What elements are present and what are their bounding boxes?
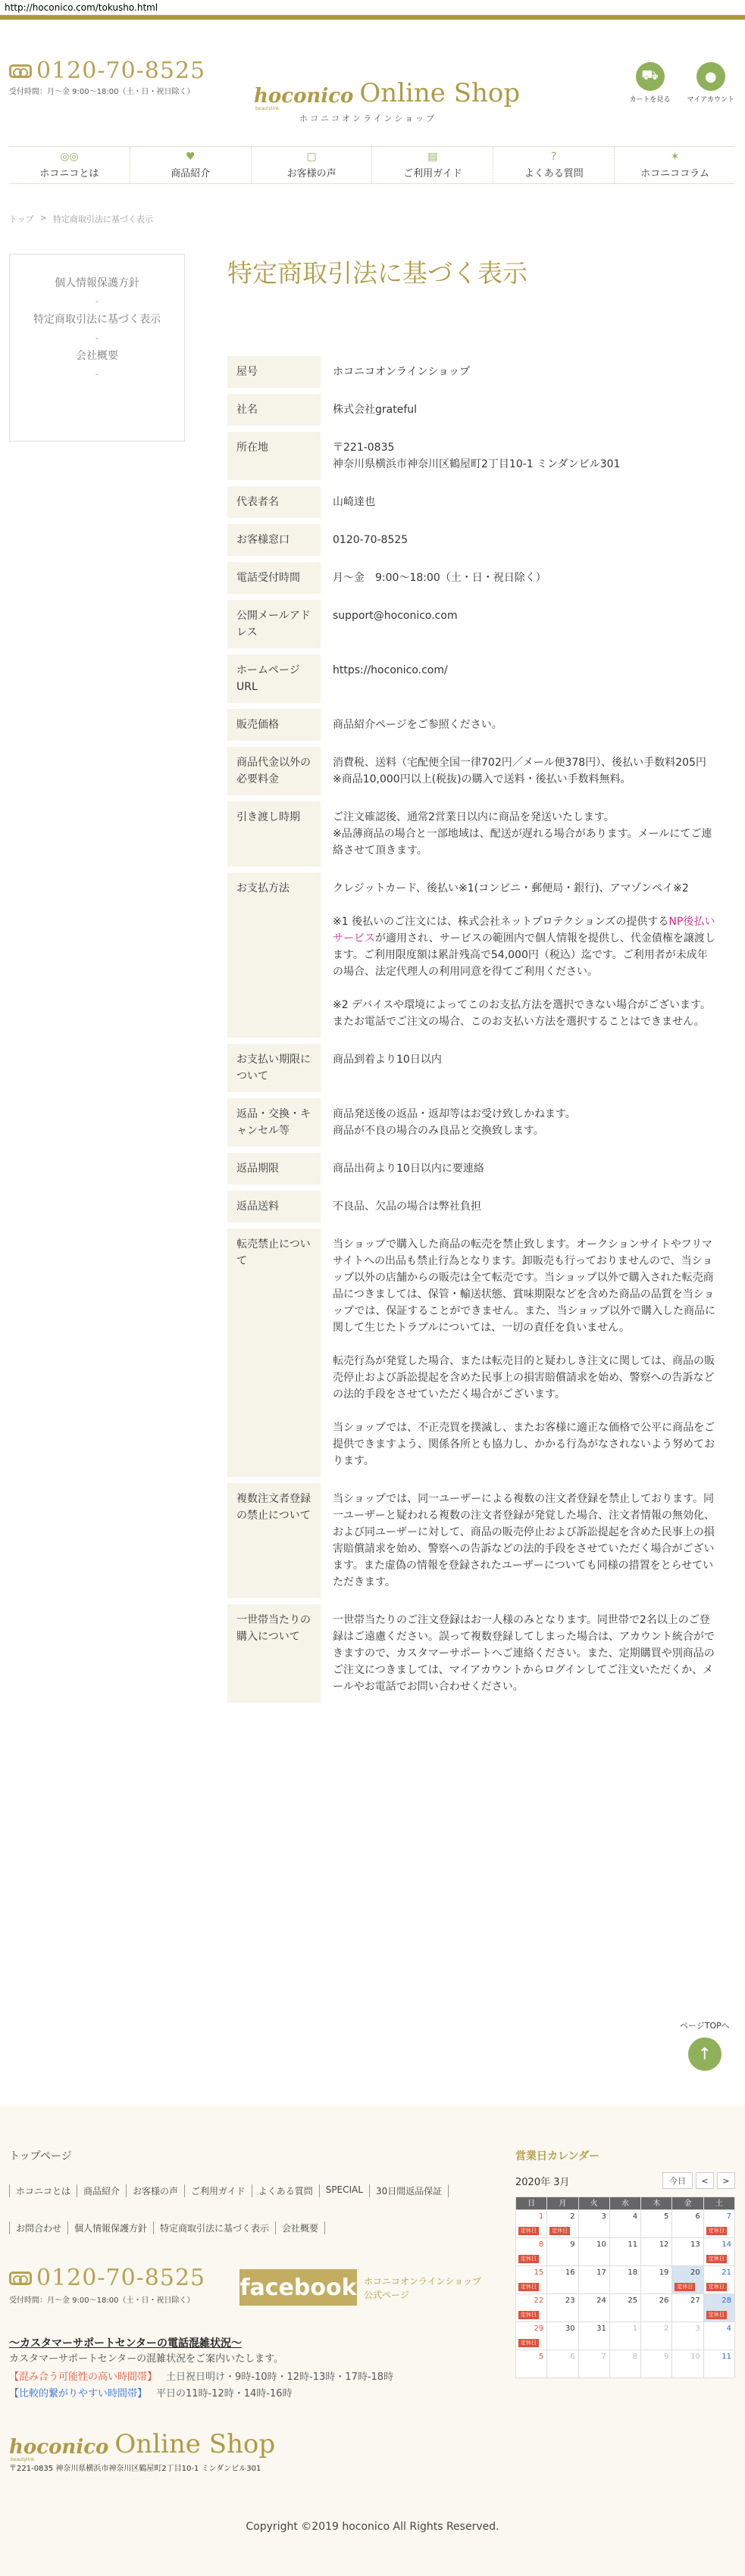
- calendar-weekday: 日: [516, 2197, 547, 2210]
- calendar-day: [704, 2238, 735, 2266]
- footer-top-link[interactable]: トップページ: [9, 2150, 72, 2162]
- payment-methods: クレジットカード、後払い※1(コンビニ・郵便局・銀行)、アマゾンペイ※2: [333, 882, 689, 895]
- resale-paragraph: 当ショップでは、不正売買を撲滅し、またお客様に適正な価格で公平に商品をご提供できますよう、関係各所とも協力し、かかる行為がなされないよう努めております。: [333, 1422, 715, 1467]
- footer-link[interactable]: 個人情報保護方針: [67, 2222, 153, 2234]
- table-row: [227, 709, 728, 741]
- table-row: [227, 1229, 728, 1477]
- footer-link[interactable]: 商品紹介: [77, 2184, 126, 2197]
- footer-link[interactable]: 会社概要: [275, 2222, 325, 2234]
- footer-link[interactable]: よくある質問: [252, 2184, 319, 2197]
- calendar-weekday: 月: [547, 2197, 578, 2210]
- row-label: 所在地: [227, 432, 321, 480]
- row-value: 不良品、欠品の場合は弊社負担: [333, 1201, 481, 1213]
- row-label: 商品代金以外の必要料金: [227, 747, 321, 795]
- calendar-day: [579, 2238, 610, 2266]
- row-value: [321, 1229, 728, 1477]
- calendar-day: [672, 2210, 703, 2238]
- closed-day-badge: 定休日: [706, 2227, 727, 2235]
- payment-note-2: ※2 デバイスや環境によってこのお支払方法を選択できない場合がございます。またお電話でご注文の場合、このお支払い方法を選択することはできません。: [333, 999, 711, 1028]
- table-row: [227, 801, 728, 866]
- star-icon: ✶: [670, 150, 680, 163]
- calendar-day-number: 2: [570, 2212, 575, 2221]
- closed-day-badge: 定休日: [518, 2283, 539, 2291]
- breadcrumb-home[interactable]: トップ: [9, 214, 34, 224]
- calendar-day-number: 4: [632, 2212, 638, 2221]
- row-label: 一世帯当たりの購入について: [227, 1604, 321, 1703]
- calendar-day-number: 14: [722, 2240, 731, 2249]
- nav-guide[interactable]: [371, 147, 493, 183]
- address-zip: 〒221-0835: [333, 442, 395, 454]
- calendar-weekday: 水: [610, 2197, 641, 2210]
- calendar-day: [641, 2210, 672, 2238]
- chevron-right-icon[interactable]: >: [717, 2172, 735, 2189]
- table-row: [227, 486, 728, 518]
- header-actions: [630, 62, 734, 104]
- mypage-button[interactable]: [687, 62, 734, 104]
- row-label: 屋号: [227, 356, 321, 388]
- table-row: [227, 562, 728, 594]
- calendar-day: [641, 2294, 672, 2322]
- calendar-day-number: 4: [726, 2325, 731, 2333]
- table-row: [227, 1098, 728, 1147]
- support-busy-row: [9, 2368, 393, 2383]
- breadcrumb-current: 特定商取引法に基づく表示: [52, 214, 153, 224]
- calendar-day: [641, 2266, 672, 2294]
- calendar-day-number: 7: [601, 2353, 606, 2361]
- closed-day-badge: 定休日: [518, 2311, 539, 2319]
- calendar-day: [672, 2322, 703, 2350]
- footer-address: 〒221-0835 神奈川県横浜市神奈川区鶴屋町2丁目10-1 ミンダンビル301: [9, 2465, 261, 2473]
- calendar-day-number: 22: [534, 2297, 544, 2305]
- row-label: 電話受付時間: [227, 562, 321, 594]
- fees-line: 消費税、送料（宅配便全国一律702円／メール便378円）、後払い手数料205円: [333, 757, 706, 769]
- row-value: [321, 747, 728, 795]
- logo-shop: Online Shop: [359, 78, 521, 108]
- header-tel[interactable]: [9, 58, 205, 84]
- calendar-day-number: 8: [538, 2240, 544, 2249]
- calendar-day: [547, 2294, 578, 2322]
- nav-label: ホコニココラム: [640, 167, 709, 180]
- calendar-day-number: 8: [632, 2353, 638, 2361]
- calendar-day: [610, 2238, 641, 2266]
- footer-links: [9, 2184, 494, 2234]
- speech-bubble-icon: ▢: [306, 150, 317, 163]
- fees-note: ※商品10,000円以上(税抜)の購入で送料・後払い手数料無料。: [333, 773, 631, 785]
- calendar-day-number: 5: [538, 2353, 544, 2361]
- cart-label: カートを見る: [629, 96, 671, 104]
- row-value[interactable]: support@hoconico.com: [333, 610, 458, 622]
- closed-day-badge: 定休日: [706, 2311, 727, 2319]
- calendar-month: 2020年 3月: [515, 2176, 570, 2188]
- calendar-day: [516, 2266, 547, 2294]
- calendar-day: [704, 2210, 735, 2238]
- returns-line: 商品発送後の返品・返却等はお受け致しかねます。: [333, 1108, 576, 1120]
- calendar-day-number: 5: [664, 2212, 669, 2221]
- calendar-day-number: 1: [632, 2325, 638, 2333]
- row-label: お客様窓口: [227, 524, 321, 556]
- calendar-day-number: 21: [722, 2268, 731, 2277]
- row-label: 公開メールアドレス: [227, 600, 321, 648]
- returns-line: 商品が不良の場合のみ良品と交換致します。: [333, 1125, 544, 1137]
- calendar-day-number: 29: [534, 2325, 544, 2333]
- calendar-day: [672, 2266, 703, 2294]
- calendar-header: [515, 2172, 735, 2189]
- row-label: お支払方法: [227, 873, 321, 1038]
- table-row: [227, 600, 728, 648]
- payment-note-1: [333, 913, 715, 980]
- calendar-day-number: 6: [570, 2353, 575, 2361]
- calendar-day-number: 16: [565, 2268, 575, 2277]
- row-value: 商品紹介ページをご参照ください。: [333, 719, 502, 731]
- calendar-day-number: 25: [628, 2297, 638, 2305]
- nav-label: 商品紹介: [171, 167, 211, 180]
- calendar-day: [610, 2294, 641, 2322]
- calendar-day-number: 12: [659, 2240, 669, 2249]
- calendar-day: [516, 2322, 547, 2350]
- calendar-day-number: 2: [664, 2325, 669, 2333]
- table-row: [227, 394, 728, 426]
- calendar-day: [704, 2266, 735, 2294]
- calendar-day-number: 15: [534, 2268, 544, 2277]
- address-bar[interactable]: http://hoconico.com/tokusho.html: [0, 0, 745, 15]
- leaf-heart-icon: ♥: [185, 150, 196, 163]
- payment-note-1-pre: ※1 後払いのご注文には、株式会社ネットプロテクションズの提供する: [333, 916, 669, 928]
- row-value: 月～金 9:00～18:00（土・日・祝日除く）: [333, 572, 546, 584]
- calendar-day-number: 24: [596, 2297, 606, 2305]
- row-value: ホコニコオンラインショップ: [333, 366, 470, 378]
- calendar-weekday: 土: [704, 2197, 735, 2210]
- calendar-day-number: 26: [659, 2297, 669, 2305]
- row-label: 代表者名: [227, 486, 321, 518]
- calendar-day: [579, 2294, 610, 2322]
- calendar-day: [610, 2266, 641, 2294]
- calendar-weekday: 金: [672, 2197, 703, 2210]
- glasses-icon: ◎◎: [60, 150, 79, 163]
- header-hours: 受付時間：月～金 9:00～18:00（土・日・祝日除く）: [9, 88, 195, 96]
- footer-link[interactable]: お問合わせ: [9, 2222, 67, 2234]
- closed-day-badge: 定休日: [675, 2283, 695, 2291]
- row-label: 引き渡し時期: [227, 801, 321, 866]
- chevron-left-icon[interactable]: <: [696, 2172, 714, 2189]
- footer-link[interactable]: 30日間返品保証: [369, 2184, 449, 2197]
- footer-tel[interactable]: [9, 2265, 205, 2291]
- tokusho-table: [227, 356, 728, 1709]
- calendar-day: [516, 2350, 547, 2378]
- calendar-weekday: 木: [641, 2197, 672, 2210]
- row-value: [321, 873, 728, 1038]
- footer-logo[interactable]: [9, 2429, 276, 2462]
- sidebar-item-company[interactable]: 会社概要: [76, 350, 118, 362]
- calendar-weekday: 火: [579, 2197, 610, 2210]
- support-easy-row: [9, 2385, 293, 2400]
- row-value: 株式会社grateful: [333, 404, 418, 416]
- cart-button[interactable]: [630, 62, 671, 104]
- row-value: 当ショップでは、同一ユーザーによる複数の注文者登録を禁止しております。同一ユーザーと疑われる複数の注文者登録が発覚した場合、注文者情報の無効化、および同ユーザーに対して、商品の販売停止および訴訟提起を含めた民事上の損害賠償請求を始め、警察への告訴などの法的手段をさせていただく場合がございます。また虚偽の情報を登録されたユーザーについても同様の措置をとらせていただきます。: [333, 1493, 715, 1588]
- page-title: 特定商取引法に基づく表示: [227, 258, 527, 288]
- row-value: 0120-70-8525: [333, 534, 408, 546]
- row-value: [321, 432, 728, 480]
- calendar-day: [672, 2294, 703, 2322]
- calendar-day: [579, 2322, 610, 2350]
- header-tel-number: 0120-70-8525: [36, 58, 206, 84]
- calendar-day-number: 23: [565, 2297, 575, 2305]
- copyright: Copyright ©2019 hoconico All Rights Reserved.: [246, 2521, 499, 2533]
- footer-link[interactable]: ホコニコとは: [9, 2184, 77, 2197]
- calendar-day-number: 30: [565, 2325, 575, 2333]
- row-label: 返品送料: [227, 1191, 321, 1222]
- global-nav: [9, 146, 735, 184]
- facebook-banner[interactable]: facebook: [239, 2269, 357, 2306]
- row-value: 商品到着より10日以内: [333, 1054, 442, 1066]
- resale-paragraph: 転売行為が発覚した場合、または転売目的と疑わしき注文に関しては、商品の販売停止および訴訟提起を含めた民事上の損害賠償請求を始め、警察への告訴などの法的手段をさせていただく場合がございます。: [333, 1355, 715, 1400]
- user-icon: ●: [696, 62, 725, 91]
- table-row: [227, 1191, 728, 1222]
- calendar-day: [547, 2322, 578, 2350]
- footer-hours: 受付時間：月～金 9:00～18:00（土・日・祝日除く）: [9, 2297, 195, 2305]
- calendar-day-number: 31: [596, 2325, 606, 2333]
- closed-day-badge: 定休日: [706, 2283, 727, 2291]
- logo-brand: hoconico: [254, 85, 354, 108]
- calendar-day: [610, 2210, 641, 2238]
- resale-paragraph: 当ショップで購入した商品の転売を禁止致します。オークションサイトやフリマサイトへの出品も禁止行為となります。卸販売も行っておりませんので、当ショップ以外の店舗からの販売は全て転売です。当ショップ以外で購入された転売商品につきましては、保管・輸送状態、賞味期限などを含めた商品の品質を当ショップでは、保証することができません。また、当ショップ以外で購入した商品に関して生じたトラブルについては、一切の責任を負いません。: [333, 1238, 715, 1334]
- closed-day-badge: 定休日: [518, 2227, 539, 2235]
- logo-kana: ホコニコオンラインショップ: [299, 114, 437, 123]
- table-row: [227, 654, 728, 703]
- row-label: 複数注文者登録の禁止について: [227, 1483, 321, 1598]
- easy-value: 平日の11時-12時・14時-16時: [156, 2388, 293, 2400]
- calendar-day: [704, 2350, 735, 2378]
- breadcrumb-separator: >: [39, 213, 47, 223]
- row-value: [321, 1098, 728, 1147]
- calendar-day: [579, 2350, 610, 2378]
- footer-tel-number: 0120-70-8525: [36, 2265, 206, 2291]
- address-line: 神奈川県横浜市神奈川区鶴屋町2丁目10-1 ミンダンビル301: [333, 458, 621, 470]
- breadcrumb: [9, 213, 153, 225]
- table-row: [227, 747, 728, 795]
- calendar-day-number: 3: [695, 2325, 700, 2333]
- nav-label: よくある質問: [524, 167, 584, 180]
- sidebar-item-privacy[interactable]: 個人情報保護方針: [55, 277, 139, 289]
- np-service-link[interactable]: NP後払いサービス: [333, 916, 715, 945]
- fb-caption-line: 公式ページ: [364, 2290, 409, 2300]
- support-desc: カスタマーサポートセンターの混雑状況をご案内いたします。: [9, 2353, 284, 2365]
- row-label: 返品期限: [227, 1153, 321, 1185]
- closed-day-badge: 定休日: [549, 2227, 570, 2235]
- busy-label: 【混み合う可能性の高い時間帯】: [9, 2371, 158, 2383]
- calendar-day-number: 3: [601, 2212, 606, 2221]
- calendar-day: [516, 2210, 547, 2238]
- calendar-today-button[interactable]: 今日: [662, 2172, 693, 2189]
- calendar-day-number: 10: [596, 2240, 606, 2249]
- nav-faq[interactable]: [493, 147, 614, 183]
- sidebar-separator: -: [95, 369, 99, 379]
- nav-label: ご利用ガイド: [403, 167, 462, 180]
- sidebar-separator: -: [95, 296, 99, 307]
- book-icon: ▤: [427, 150, 438, 163]
- calendar-grid: [515, 2197, 735, 2378]
- row-value: 山崎達也: [333, 496, 375, 508]
- calendar-title: 営業日カレンダー: [515, 2150, 600, 2162]
- logo-shop: Online Shop: [114, 2429, 276, 2459]
- nav-about[interactable]: [9, 147, 130, 183]
- row-value[interactable]: https://hoconico.com/: [333, 664, 448, 676]
- support-title: 〜カスタマーサポートセンターの電話混雑状況〜: [9, 2337, 243, 2350]
- row-label: 社名: [227, 394, 321, 426]
- facebook-caption[interactable]: [364, 2275, 481, 2302]
- sidebar-item-tokusho[interactable]: 特定商取引法に基づく表示: [33, 314, 161, 326]
- calendar-day: [704, 2294, 735, 2322]
- fb-caption-line: ホコニコオンラインショップ: [364, 2276, 482, 2287]
- calendar-day: [579, 2210, 610, 2238]
- business-calendar: [515, 2148, 735, 2378]
- arrow-up-icon: ↑: [688, 2037, 722, 2071]
- delivery-note: ※品薄商品の場合と一部地域は、配送が遅れる場合があります。メールにてご連絡させて頂きます。: [333, 828, 712, 857]
- sidebar: [9, 254, 185, 442]
- delivery-line: ご注文確認後、通常2営業日以内に商品を発送いたします。: [333, 811, 615, 823]
- row-label: ホームページURL: [227, 654, 321, 703]
- calendar-day: [579, 2266, 610, 2294]
- table-row: [227, 356, 728, 388]
- calendar-day-number: 19: [659, 2268, 669, 2277]
- calendar-day-number: 9: [570, 2240, 575, 2249]
- footer-link[interactable]: お客様の声: [126, 2184, 184, 2197]
- nav-label: ホコニコとは: [39, 167, 99, 180]
- logo-brand: hoconico: [9, 2436, 109, 2459]
- table-row: [227, 873, 728, 1038]
- calendar-day: [516, 2294, 547, 2322]
- logo-sub: beautylink: [255, 106, 280, 111]
- calendar-day: [641, 2350, 672, 2378]
- question-icon: ?: [551, 150, 557, 163]
- calendar-day: [672, 2350, 703, 2378]
- footer-link[interactable]: 特定商取引法に基づく表示: [153, 2222, 275, 2234]
- row-label: お支払い期限について: [227, 1044, 321, 1092]
- calendar-day-number: 1: [538, 2212, 544, 2221]
- calendar-day: [547, 2350, 578, 2378]
- table-row: [227, 1483, 728, 1598]
- calendar-day: [704, 2322, 735, 2350]
- calendar-day-number: 6: [695, 2212, 700, 2221]
- free-dial-icon: [9, 2272, 32, 2285]
- site-logo[interactable]: [254, 78, 521, 111]
- calendar-day: [672, 2238, 703, 2266]
- calendar-day-number: 13: [690, 2240, 700, 2249]
- calendar-day: [547, 2238, 578, 2266]
- closed-day-badge: 定休日: [518, 2339, 539, 2347]
- calendar-day-number: 20: [690, 2268, 700, 2277]
- calendar-day-number: 9: [664, 2353, 669, 2361]
- free-dial-icon: [9, 64, 32, 78]
- cart-icon: ⛟: [636, 62, 665, 91]
- calendar-day: [610, 2322, 641, 2350]
- nav-voice[interactable]: [251, 147, 372, 183]
- calendar-day-number: 11: [628, 2240, 638, 2249]
- mypage-label: マイアカウント: [687, 96, 734, 104]
- calendar-day: [516, 2238, 547, 2266]
- calendar-day-number: 28: [722, 2297, 731, 2305]
- calendar-day-number: 10: [690, 2353, 700, 2361]
- calendar-day-number: 18: [628, 2268, 638, 2277]
- table-row: [227, 1153, 728, 1185]
- site-footer: [0, 2106, 745, 2576]
- row-label: 転売禁止について: [227, 1229, 321, 1477]
- closed-day-badge: 定休日: [518, 2255, 539, 2263]
- row-value: [321, 801, 728, 866]
- row-value: 商品出荷より10日以内に要連絡: [333, 1163, 484, 1175]
- calendar-day: [610, 2350, 641, 2378]
- table-row: [227, 432, 728, 480]
- footer-link[interactable]: SPECIAL: [319, 2184, 369, 2197]
- nav-label: お客様の声: [286, 167, 337, 180]
- calendar-day-number: 11: [722, 2353, 731, 2361]
- table-row: [227, 524, 728, 556]
- easy-label: 【比較的繋がりやすい時間帯】: [9, 2388, 148, 2400]
- calendar-day-number: 7: [726, 2212, 731, 2221]
- closed-day-badge: 定休日: [706, 2255, 727, 2263]
- page-top-button[interactable]: [680, 2019, 730, 2071]
- site-header: [0, 20, 745, 141]
- logo-sub: beautylink: [11, 2457, 35, 2462]
- footer-link[interactable]: ご利用ガイド: [184, 2184, 252, 2197]
- calendar-day: [641, 2322, 672, 2350]
- table-row: [227, 1044, 728, 1092]
- payment-note-1-post: が適用され、サービスの範囲内で個人情報を提供し、代金債権を譲渡します。ご利用限度額は累計残高で54,000円（税込）迄です。ご利用者が未成年の場合、法定代理人の利用同意を得てご利用ください。: [333, 932, 715, 978]
- calendar-day-number: 27: [690, 2297, 700, 2305]
- calendar-day: [547, 2266, 578, 2294]
- page-top-label: ページTOPへ: [680, 2021, 730, 2031]
- calendar-day: [641, 2238, 672, 2266]
- row-label: 販売価格: [227, 709, 321, 741]
- row-label: 返品・交換・キャンセル等: [227, 1098, 321, 1147]
- busy-value: 土日祝日明け・9時-10時・12時-13時・17時-18時: [166, 2371, 394, 2383]
- calendar-day: [547, 2210, 578, 2238]
- sidebar-separator: -: [95, 333, 99, 343]
- row-value: 一世帯当たりのご注文登録はお一人様のみとなります。同世帯で2名以上のご登録はご遠慮ください。誤って複数登録してしまった場合は、アカウント統合ができますので、カスタマーサポートへご連絡ください。また、定期購買や別商品のご注文につきましては、マイアカウントからログインしてご注文いただくか、メールやお電話でお問い合わせください。: [333, 1614, 715, 1693]
- nav-products[interactable]: [130, 147, 251, 183]
- table-row: [227, 1604, 728, 1703]
- nav-column[interactable]: [614, 147, 735, 183]
- calendar-day-number: 17: [596, 2268, 606, 2277]
